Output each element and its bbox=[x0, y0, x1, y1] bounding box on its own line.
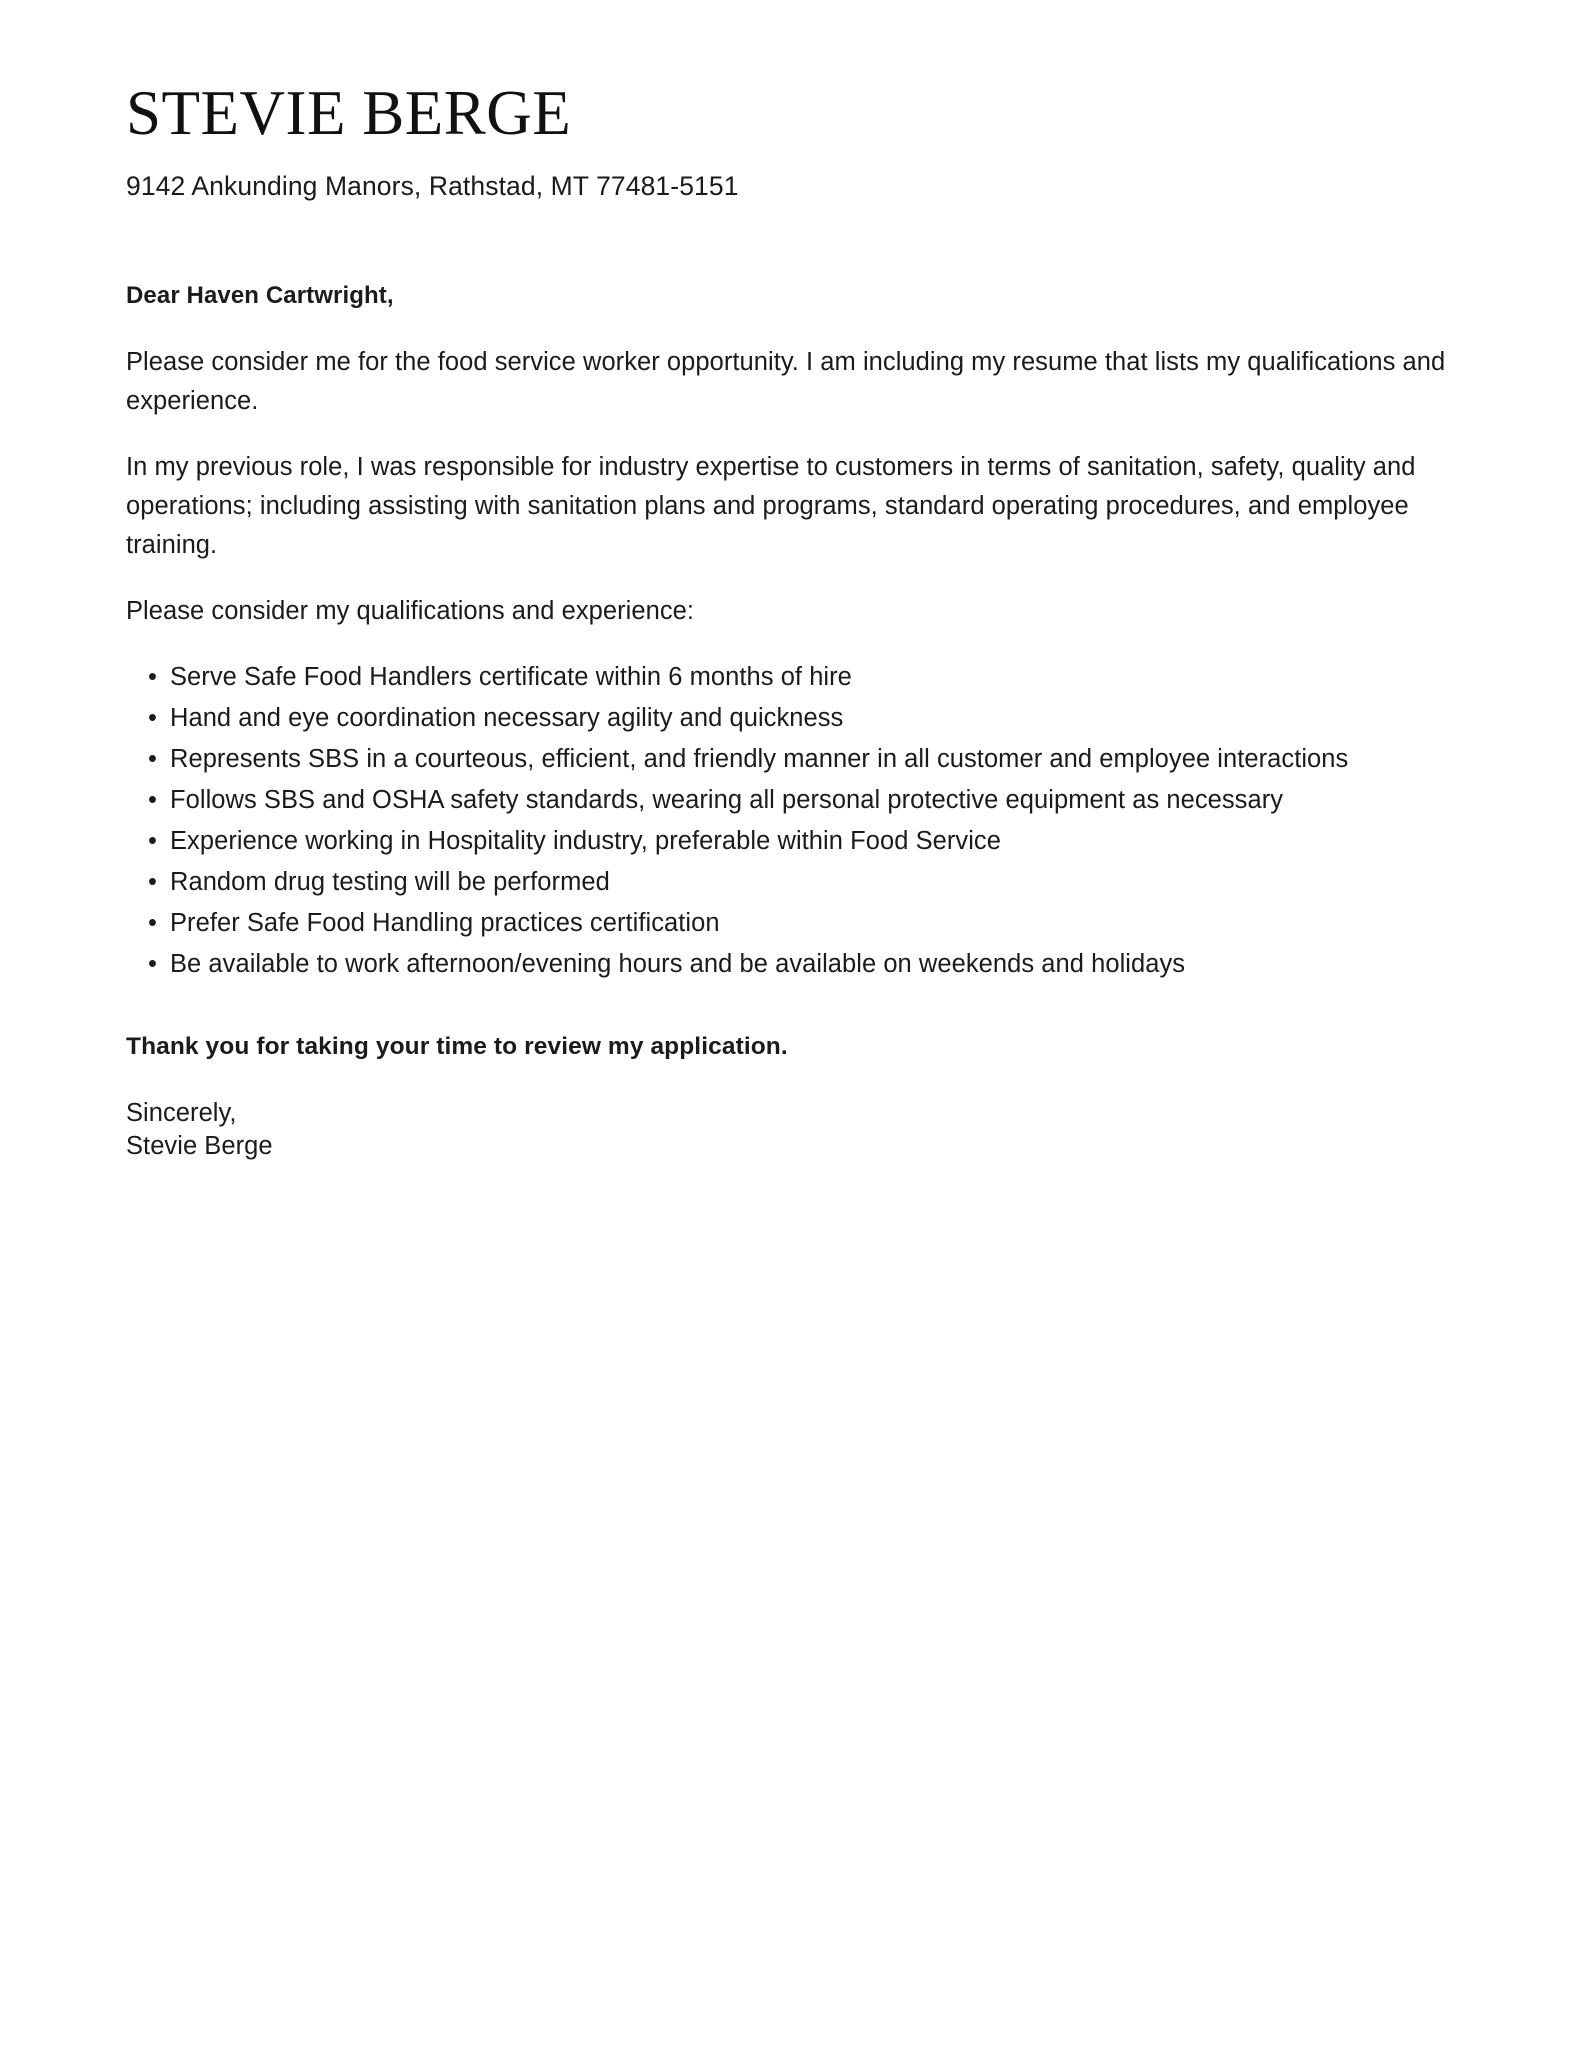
list-item-text: Experience working in Hospitality industry, preferable within Food Service bbox=[170, 827, 1001, 856]
list-item-text: Serve Safe Food Handlers certificate within 6 months of hire bbox=[170, 663, 852, 692]
list-item bbox=[126, 740, 1426, 779]
bullet-icon: • bbox=[148, 827, 157, 856]
qualifications-list bbox=[126, 658, 1426, 984]
cover-letter-body bbox=[126, 0, 1466, 1164]
signature-name: Stevie Berge bbox=[126, 1132, 273, 1161]
closing-statement: Thank you for taking your time to review my application. bbox=[126, 1033, 788, 1061]
letter-content bbox=[126, 205, 1466, 1164]
list-item-text: Follows SBS and OSHA safety standards, wearing all personal protective equipment as necessary bbox=[170, 786, 1284, 815]
list-item bbox=[126, 822, 1426, 861]
list-item-text: Random drug testing will be performed bbox=[170, 868, 610, 897]
bullet-icon: • bbox=[148, 786, 157, 815]
list-item bbox=[126, 904, 1426, 943]
bullet-icon: • bbox=[148, 663, 157, 692]
paragraph-intro: Please consider me for the food service worker opportunity. I am including my resume that lists my qualifications and experience. bbox=[126, 348, 1446, 416]
list-item-text: Prefer Safe Food Handling practices certification bbox=[170, 909, 720, 938]
list-item bbox=[126, 658, 1426, 697]
signoff-greeting: Sincerely, bbox=[126, 1098, 237, 1127]
list-item bbox=[126, 699, 1426, 738]
list-item bbox=[126, 863, 1426, 902]
bullet-icon: • bbox=[148, 950, 157, 979]
bullet-icon: • bbox=[148, 704, 157, 733]
list-item-text: Be available to work afternoon/evening hours and be available on weekends and holidays bbox=[170, 950, 1186, 979]
sender-address: 9142 Ankunding Manors, Rathstad, MT 77481-5151 bbox=[126, 171, 739, 201]
list-item bbox=[126, 945, 1426, 984]
salutation: Dear Haven Cartwright, bbox=[126, 281, 394, 309]
bullet-icon: • bbox=[148, 868, 157, 897]
page-title: STEVIE BERGE bbox=[126, 78, 572, 148]
bullet-icon: • bbox=[148, 909, 157, 938]
signature-block bbox=[126, 1097, 1466, 1164]
bullet-icon: • bbox=[148, 745, 157, 774]
list-item-text: Hand and eye coordination necessary agility and quickness bbox=[170, 704, 844, 733]
list-item bbox=[126, 781, 1426, 820]
paragraph-previous-role: In my previous role, I was responsible for industry expertise to customers in terms of sanitation, safety, quality and operations; including assisting with sanitation plans and programs, standard operating procedures, and employee training. bbox=[126, 453, 1416, 560]
paragraph-qualifications-lead: Please consider my qualifications and experience: bbox=[126, 597, 695, 626]
list-item-text: Represents SBS in a courteous, efficient, and friendly manner in all customer and employee interactions bbox=[170, 745, 1349, 774]
